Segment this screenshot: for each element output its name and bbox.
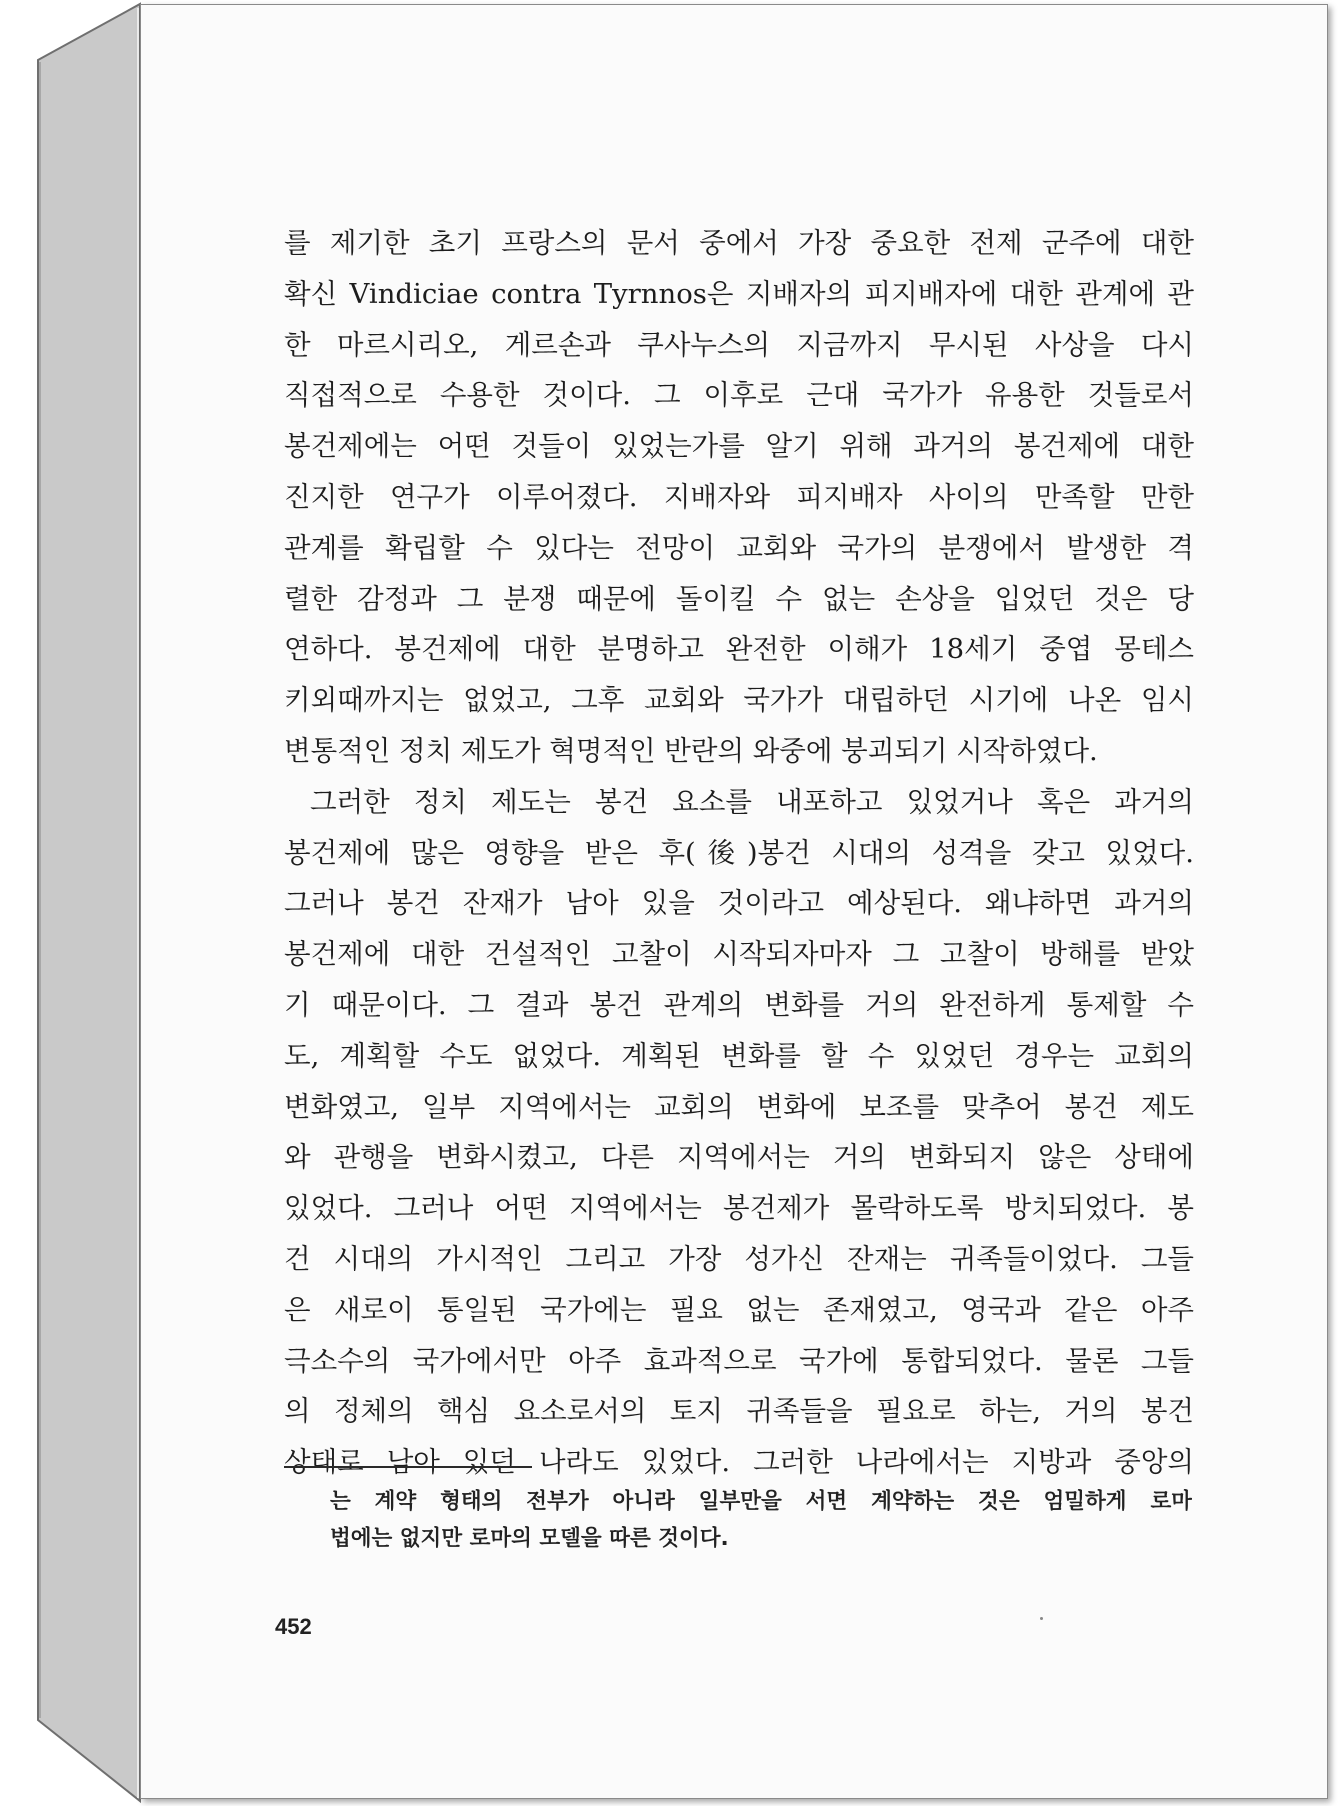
text-line: 은 새로이 통일된 국가에는 필요 없는 존재였고, 영국과 같은 아주 bbox=[284, 1293, 1194, 1326]
text-line: 관계를 확립할 수 있다는 전망이 교회와 국가의 분쟁에서 발생한 격 bbox=[284, 531, 1194, 564]
text-line: 기 때문이다. 그 결과 봉건 관계의 변화를 거의 완전하게 통제할 수 bbox=[284, 988, 1194, 1021]
text-line: 있었다. 그러나 어떤 지역에서는 봉건제가 몰락하도록 방치되었다. 봉 bbox=[284, 1192, 1194, 1225]
text-line: 상태로 남아 있던 나라도 있었다. 그러한 나라에서는 지방과 중앙의 bbox=[284, 1446, 1194, 1479]
footnote-line: 는 계약 형태의 전부가 아니라 일부만을 서면 계약하는 것은 엄밀하게 로마 bbox=[330, 1489, 1192, 1514]
text-line: 봉건제에 많은 영향을 받은 후(後)봉건 시대의 성격을 갖고 있었다. bbox=[284, 836, 1194, 869]
text-line: 봉건제에 대한 건설적인 고찰이 시작되자마자 그 고찰이 방해를 받았 bbox=[284, 938, 1194, 971]
page-number: 452 bbox=[275, 1614, 312, 1639]
text-line: 변화였고, 일부 지역에서는 교회의 변화에 보조를 맞추어 봉건 제도 bbox=[284, 1090, 1194, 1123]
text-line: 건 시대의 가시적인 그리고 가장 성가신 잔재는 귀족들이었다. 그들 bbox=[284, 1242, 1194, 1275]
text-line: 확신 Vindiciae contra Tyrnnos은 지배자의 피지배자에 대한 관계에 관 bbox=[284, 277, 1194, 310]
body-text bbox=[284, 218, 1194, 1488]
book-spine-edge bbox=[0, 0, 160, 1806]
text-line: 직접적으로 수용한 것이다. 그 이후로 근대 국가가 유용한 것들로서 bbox=[284, 379, 1194, 412]
text-line: 도, 계획할 수도 없었다. 계획된 변화를 할 수 있었던 경우는 교회의 bbox=[284, 1039, 1194, 1072]
text-line: 연하다. 봉건제에 대한 분명하고 완전한 이해가 18세기 중엽 몽테스 bbox=[284, 633, 1194, 666]
text-line: 의 정체의 핵심 요소로서의 토지 귀족들을 필요로 하는, 거의 봉건 bbox=[284, 1395, 1194, 1428]
footnote-line: 법에는 없지만 로마의 모델을 따른 것이다. bbox=[330, 1526, 729, 1551]
text-line: 렬한 감정과 그 분쟁 때문에 돌이킬 수 없는 손상을 입었던 것은 당 bbox=[284, 582, 1194, 615]
text-line: 봉건제에는 어떤 것들이 있었는가를 알기 위해 과거의 봉건제에 대한 bbox=[284, 430, 1194, 463]
text-line: 변통적인 정치 제도가 혁명적인 반란의 와중에 붕괴되기 시작하였다. bbox=[284, 734, 1098, 767]
scan-speck bbox=[1040, 1617, 1043, 1620]
text-line: 극소수의 국가에서만 아주 효과적으로 국가에 통합되었다. 물론 그들 bbox=[284, 1344, 1194, 1377]
text-line: 와 관행을 변화시켰고, 다른 지역에서는 거의 변화되지 않은 상태에 bbox=[284, 1141, 1194, 1174]
text-line: 그러한 정치 제도는 봉건 요소를 내포하고 있었거나 혹은 과거의 bbox=[310, 785, 1194, 818]
text-line: 진지한 연구가 이루어졌다. 지배자와 피지배자 사이의 만족할 만한 bbox=[284, 480, 1194, 513]
text-line: 키외때까지는 없었고, 그후 교회와 국가가 대립하던 시기에 나온 임시 bbox=[284, 684, 1194, 717]
footnote-divider bbox=[284, 1466, 532, 1468]
text-line: 그러나 봉건 잔재가 남아 있을 것이라고 예상된다. 왜냐하면 과거의 bbox=[284, 887, 1194, 920]
text-line: 한 마르시리오, 게르손과 쿠사누스의 지금까지 무시된 사상을 다시 bbox=[284, 328, 1194, 361]
footnote bbox=[330, 1483, 1192, 1557]
text-line: 를 제기한 초기 프랑스의 문서 중에서 가장 중요한 전제 군주에 대한 bbox=[284, 227, 1194, 259]
